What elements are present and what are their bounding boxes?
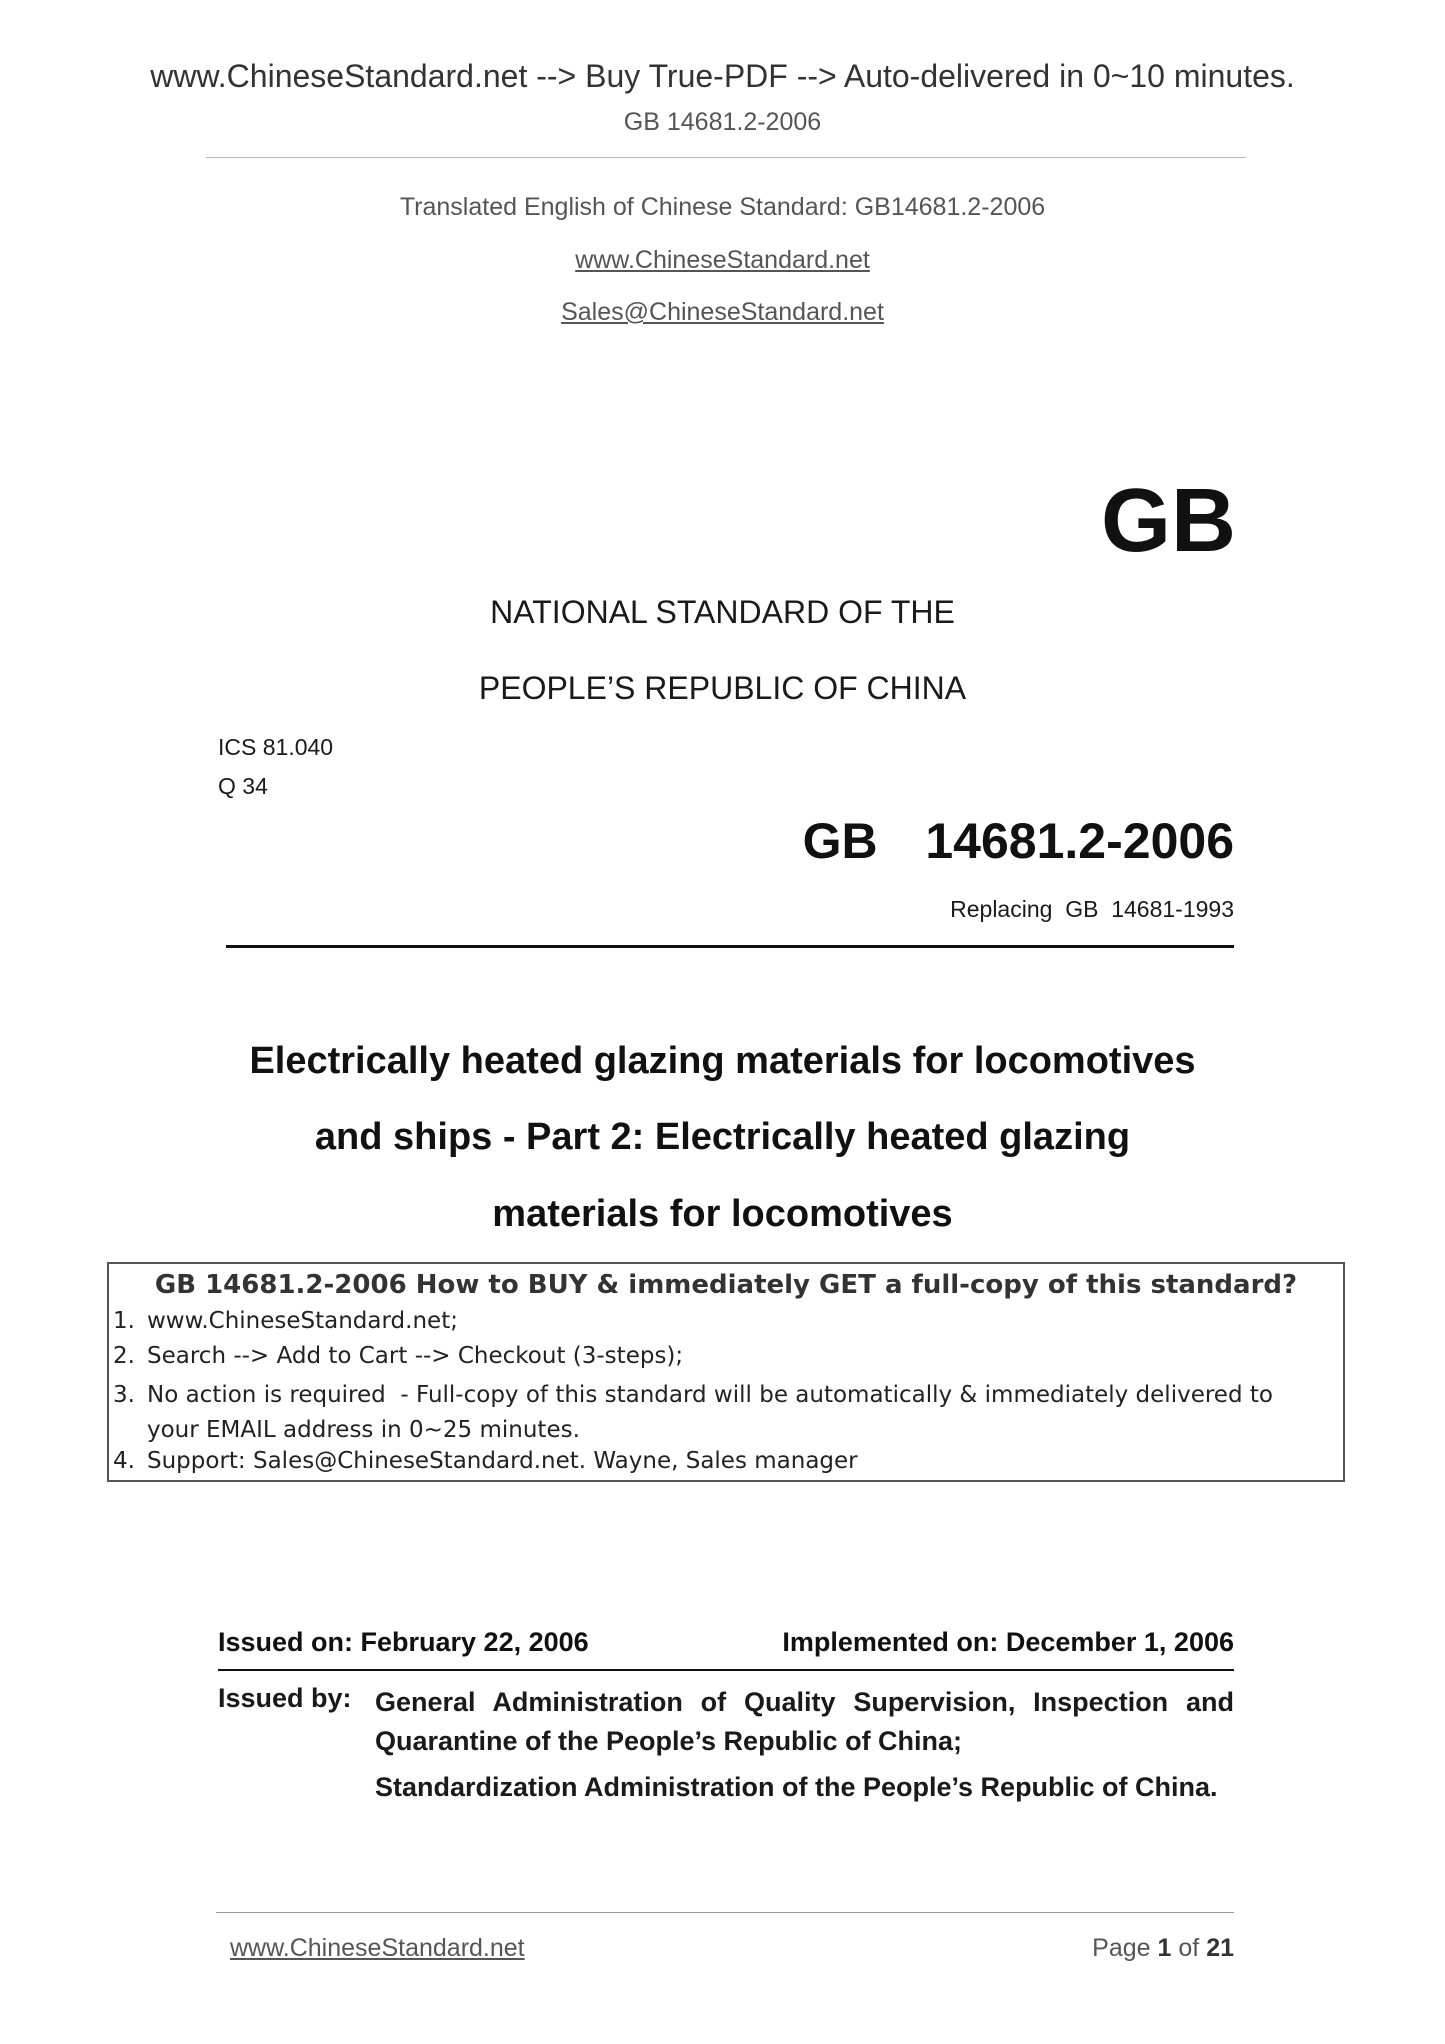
header-divider bbox=[206, 157, 1246, 158]
page-total: 21 bbox=[1206, 1934, 1234, 1962]
purchase-step bbox=[113, 1378, 1333, 1448]
sales-email-wrapper bbox=[0, 298, 1445, 327]
implemented-on-date: Implemented on: December 1, 2006 bbox=[782, 1627, 1234, 1657]
page-prefix: Page bbox=[1092, 1934, 1151, 1962]
ccs-code: Q 34 bbox=[218, 773, 268, 799]
translated-notice: Translated English of Chinese Standard: GB14681.2-2006 bbox=[399, 193, 1046, 221]
issuer-1: General Administration of Quality Supervision, Inspection and Quarantine of the People’s Republic of China; bbox=[375, 1687, 1234, 1756]
gb-mark: GB bbox=[1101, 471, 1236, 571]
top-banner: www.ChineseStandard.net --> Buy True-PDF --> Auto-delivered in 0~10 minutes. bbox=[150, 58, 1295, 94]
title-line-2: and ships - Part 2: Electrically heated glazing bbox=[314, 1116, 1131, 1158]
purchase-instructions-box bbox=[107, 1262, 1345, 1482]
site-link-wrapper bbox=[0, 246, 1445, 275]
title-divider bbox=[226, 945, 1234, 948]
step-text: Search --> Add to Cart --> Checkout (3-steps); bbox=[147, 1343, 684, 1369]
replacing-note: Replacing GB 14681-1993 bbox=[950, 896, 1234, 922]
footer-site-link[interactable]: www.ChineseStandard.net bbox=[230, 1934, 525, 1962]
title-line-1: Electrically heated glazing materials for locomotives bbox=[249, 1040, 1196, 1082]
step-number: 3. bbox=[113, 1382, 135, 1408]
page-indicator bbox=[1092, 1934, 1234, 1963]
step-text-continued: your EMAIL address in 0~25 minutes. bbox=[147, 1417, 580, 1443]
issued-on-date: Issued on: February 22, 2006 bbox=[218, 1627, 589, 1657]
step-number: 1. bbox=[113, 1308, 135, 1334]
step-text: www.ChineseStandard.net; bbox=[147, 1308, 458, 1334]
issuer-2: Standardization Administration of the People’s Republic of China. bbox=[375, 1772, 1218, 1802]
standard-number: GB 14681.2-2006 bbox=[802, 813, 1234, 869]
title-line-3: materials for locomotives bbox=[492, 1193, 953, 1235]
national-standard-line-2: PEOPLE’S REPUBLIC OF CHINA bbox=[478, 670, 967, 706]
purchase-step bbox=[113, 1448, 858, 1474]
issued-by-label: Issued by: bbox=[218, 1683, 352, 1713]
purchase-box-heading: GB 14681.2-2006 How to BUY & immediately GET a full-copy of this standard? bbox=[154, 1270, 1298, 1300]
footer-divider bbox=[216, 1912, 1234, 1913]
page-current: 1 bbox=[1157, 1934, 1172, 1962]
header-standard-code: GB 14681.2-2006 bbox=[623, 108, 822, 136]
step-number: 4. bbox=[113, 1448, 135, 1474]
step-text: Support: Sales@ChineseStandard.net. Wayne, Sales manager bbox=[147, 1448, 858, 1474]
ics-code: ICS 81.040 bbox=[218, 734, 334, 760]
issue-divider bbox=[218, 1669, 1234, 1671]
step-number: 2. bbox=[113, 1343, 135, 1369]
sales-email-link[interactable]: Sales@ChineseStandard.net bbox=[561, 298, 884, 326]
purchase-step bbox=[113, 1343, 683, 1369]
site-link[interactable]: www.ChineseStandard.net bbox=[575, 246, 870, 274]
step-text: No action is required - Full-copy of this standard will be automatically & immediately delivered to bbox=[147, 1382, 1273, 1408]
purchase-step bbox=[113, 1308, 458, 1334]
page-of: of bbox=[1178, 1934, 1200, 1962]
national-standard-line-1: NATIONAL STANDARD OF THE bbox=[490, 594, 955, 630]
